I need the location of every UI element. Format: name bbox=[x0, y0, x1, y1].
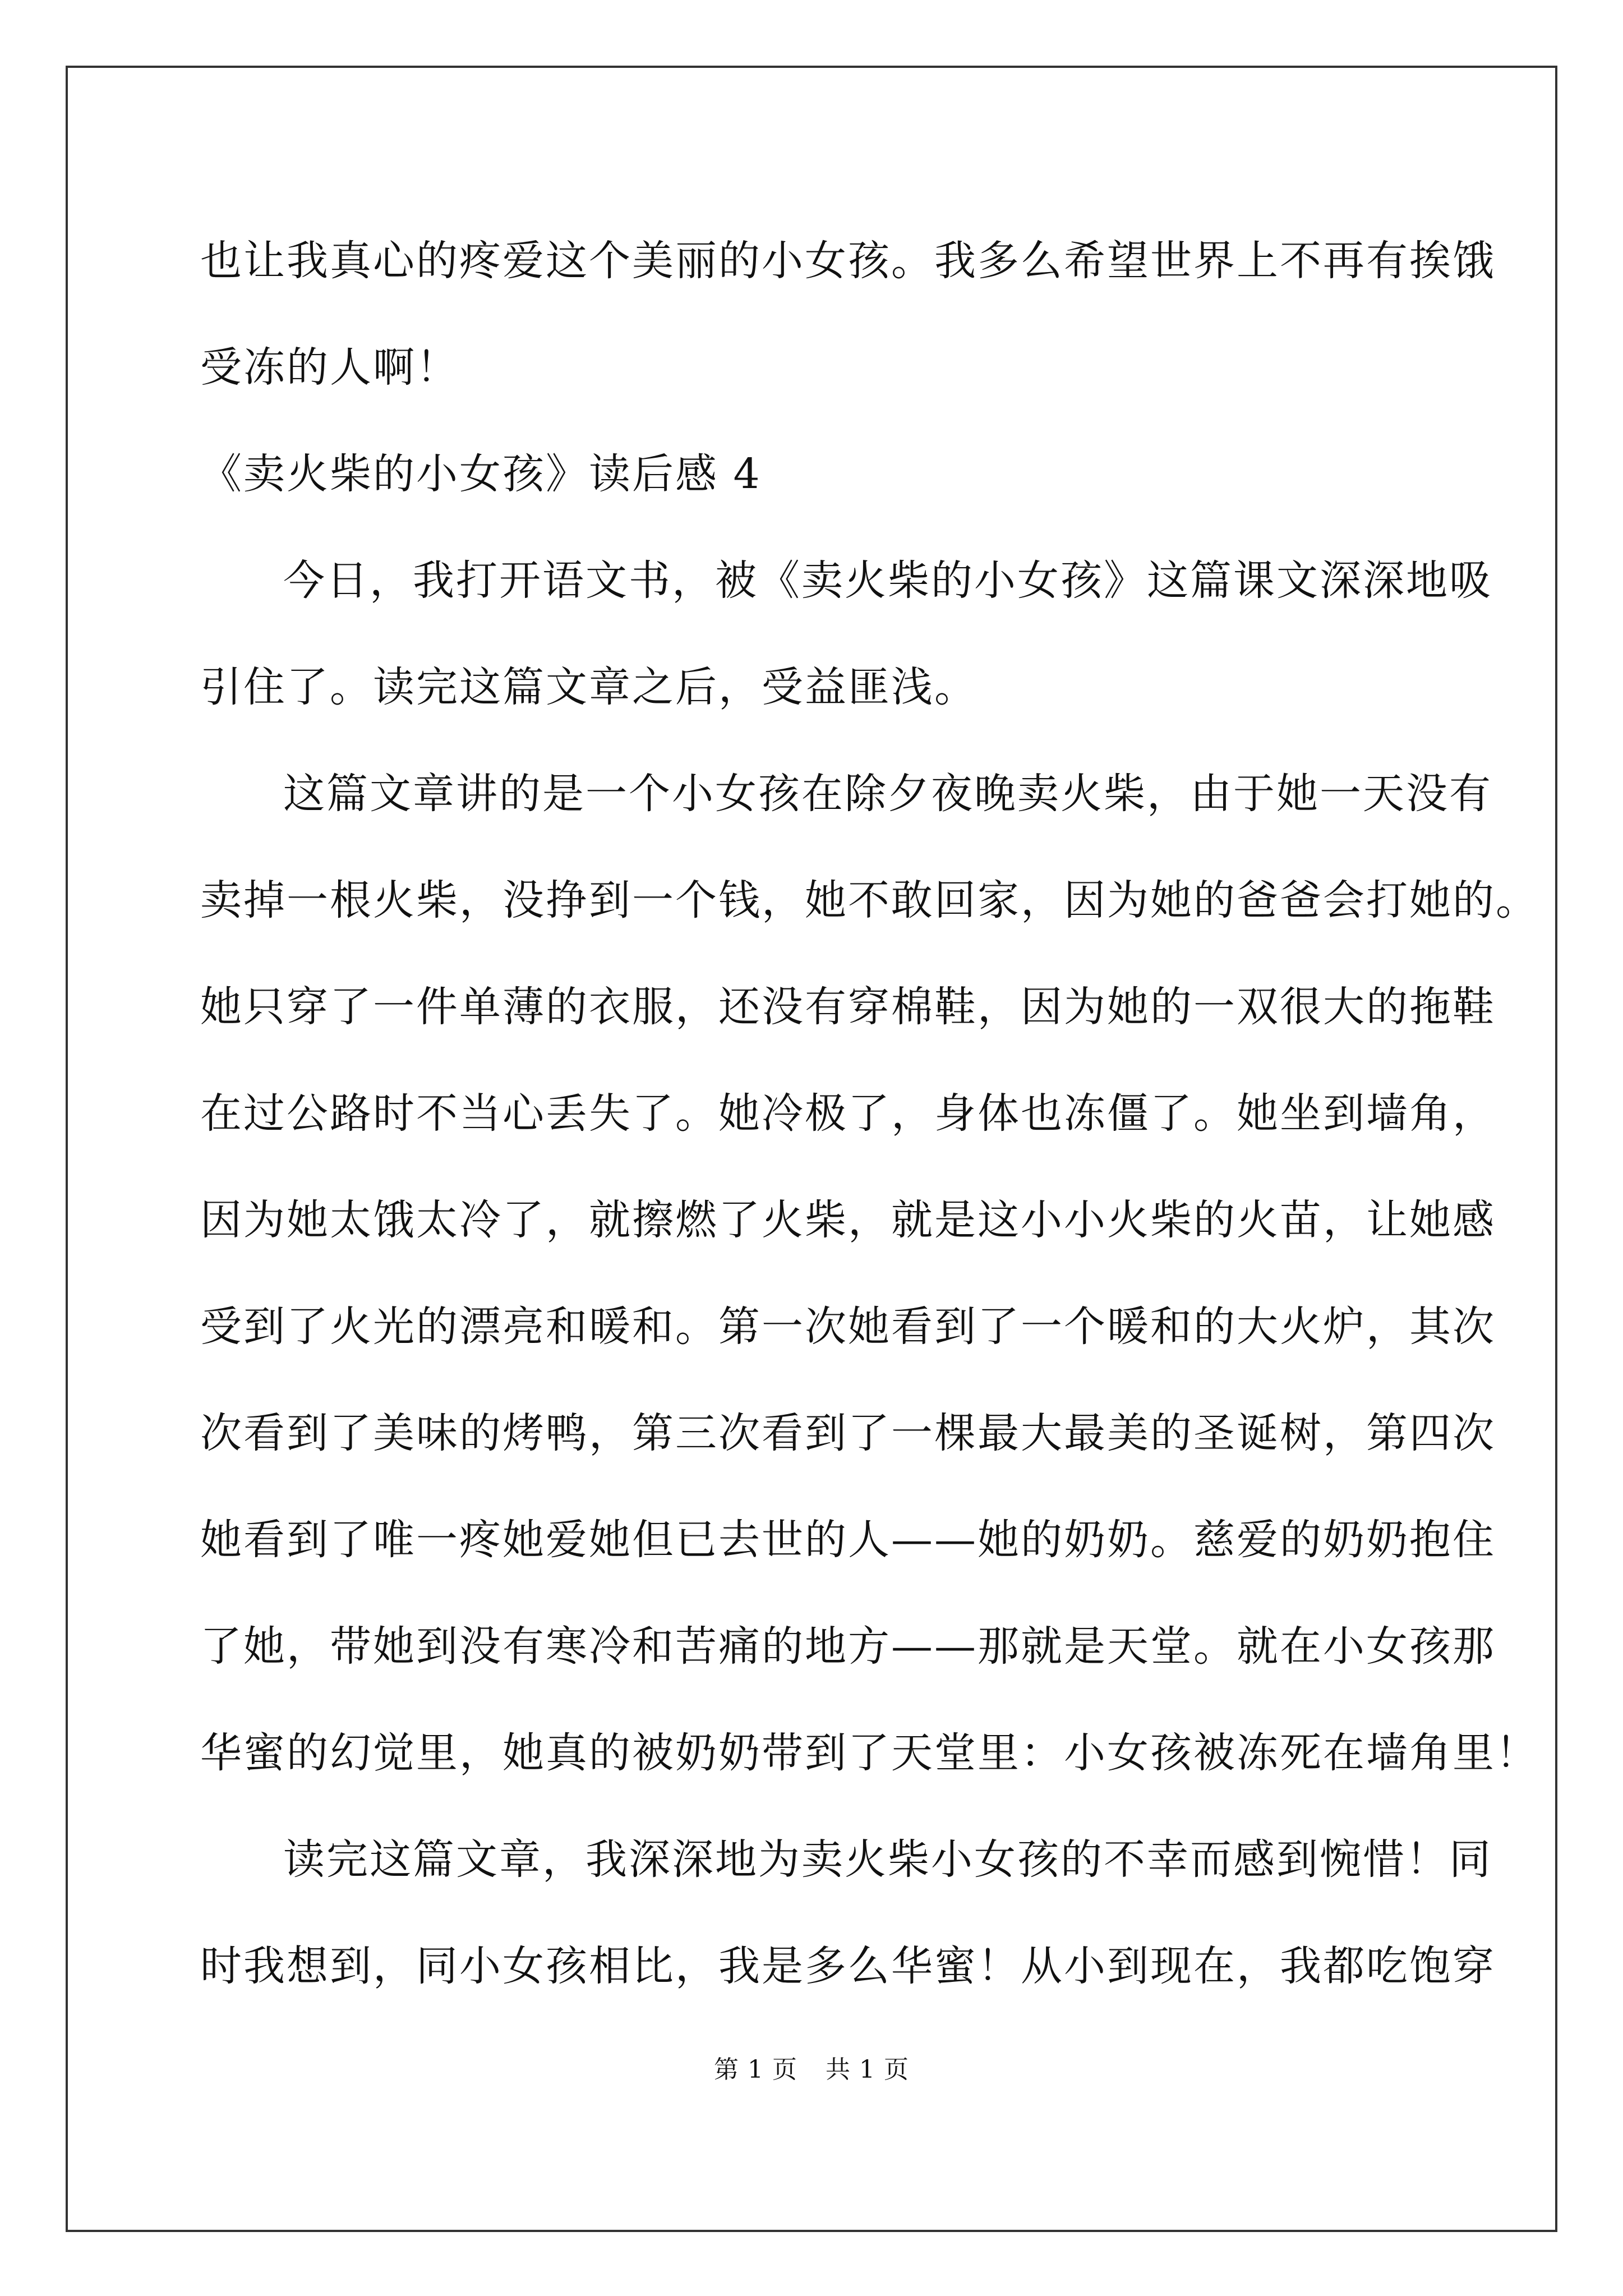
text-line: 受到了火光的漂亮和暖和。第一次她看到了一个暖和的大火炉，其次 bbox=[200, 1303, 1496, 1351]
text-line: 她看到了唯一疼她爱她但已去世的人——她的奶奶。慈爱的奶奶抱住 bbox=[200, 1516, 1496, 1564]
page-footer bbox=[0, 2053, 1623, 2087]
page-total: 共 1 页 bbox=[826, 2055, 909, 2084]
text-line: 受冻的人啊！ bbox=[200, 343, 459, 392]
section-heading: 《卖火柴的小女孩》读后感 4 bbox=[200, 450, 762, 498]
text-line: 时我想到，同小女孩相比，我是多么华蜜！从小到现在，我都吃饱穿 bbox=[200, 1942, 1496, 1990]
document-body bbox=[200, 208, 1539, 2019]
text-line: 她只穿了一件单薄的衣服，还没有穿棉鞋，因为她的一双很大的拖鞋 bbox=[200, 983, 1496, 1031]
text-line: 因为她太饿太冷了，就擦燃了火柴，就是这小小火柴的火苗，让她感 bbox=[200, 1196, 1496, 1244]
text-line: 卖掉一根火柴，没挣到一个钱，她不敢回家，因为她的爸爸会打她的。 bbox=[200, 876, 1539, 924]
text-line: 了她，带她到没有寒冷和苦痛的地方——那就是天堂。就在小女孩那 bbox=[200, 1622, 1496, 1671]
page-number: 第 1 页 bbox=[714, 2055, 797, 2084]
paragraph-start: 读完这篇文章，我深深地为卖火柴小女孩的不幸而感到惋惜！同 bbox=[283, 1835, 1492, 1884]
text-line: 引住了。读完这篇文章之后，受益匪浅。 bbox=[200, 663, 978, 711]
text-line: 次看到了美味的烤鸭，第三次看到了一棵最大最美的圣诞树，第四次 bbox=[200, 1409, 1496, 1457]
text-line: 华蜜的幻觉里，她真的被奶奶带到了天堂里：小女孩被冻死在墙角里！ bbox=[200, 1729, 1539, 1777]
paragraph-start: 今日，我打开语文书，被《卖火柴的小女孩》这篇课文深深地吸 bbox=[283, 556, 1492, 605]
text-line: 在过公路时不当心丢失了。她冷极了，身体也冻僵了。她坐到墙角， bbox=[200, 1089, 1496, 1138]
text-line: 也让我真心的疼爱这个美丽的小女孩。我多么希望世界上不再有挨饿 bbox=[200, 237, 1496, 285]
paragraph-start: 这篇文章讲的是一个小女孩在除夕夜晚卖火柴，由于她一天没有 bbox=[283, 770, 1492, 818]
